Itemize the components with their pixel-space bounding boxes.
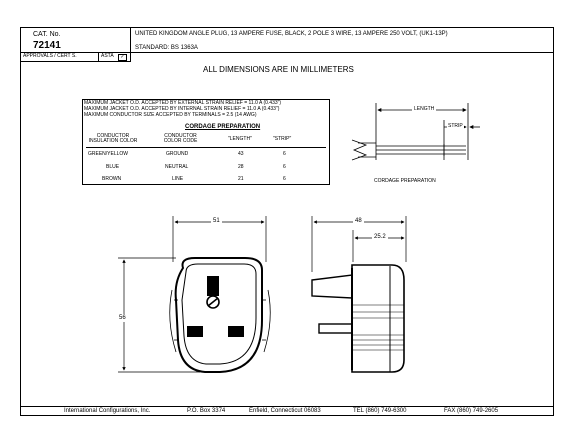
row-2-strip: 6 bbox=[283, 164, 286, 170]
standard-label: STANDARD: BS 1363A bbox=[135, 45, 198, 51]
fuse-screw-icon bbox=[207, 296, 219, 308]
dim-side-depth: 48 bbox=[355, 218, 362, 224]
asta-checkbox: ✓ bbox=[118, 54, 127, 61]
dim-front-height: 56 bbox=[119, 315, 126, 321]
col-header-strip: "STRIP" bbox=[273, 136, 292, 142]
col-header-length: "LENGTH" bbox=[228, 136, 252, 142]
cordage-diagram-caption: CORDAGE PREPARATION bbox=[374, 178, 436, 184]
row-3-length: 21 bbox=[238, 176, 244, 182]
side-dimension-lines bbox=[312, 216, 406, 272]
row-3-code: LINE bbox=[172, 176, 184, 182]
row-1-code: GROUND bbox=[166, 151, 189, 157]
note-2: MAXIMUM JACKET O.D. ACCEPTED BY INTERNAL STRAIN RELIEF = 11.0 A (0.433") bbox=[84, 106, 280, 112]
note-3: MAXIMUM CONDUCTOR SIZE ACCEPTED BY TERMINALS = 2.5 (14 AWG) bbox=[84, 112, 257, 118]
row-2-insulation: BLUE bbox=[106, 164, 120, 170]
cat-no-label: CAT. No. bbox=[33, 31, 61, 38]
approvals-label: APPROVALS / CERT S. bbox=[23, 53, 77, 59]
front-dimension-lines bbox=[118, 216, 266, 372]
footer-po-box: P.O. Box 3374 bbox=[187, 408, 226, 414]
earth-pin-socket bbox=[207, 276, 219, 296]
cordage-table-title: CORDAGE PREPARATION bbox=[185, 124, 261, 130]
row-3-strip: 6 bbox=[283, 176, 286, 182]
col-header-insulation: CONDUCTOR INSULATION COLOR bbox=[88, 133, 138, 144]
plug-front-view bbox=[170, 258, 271, 372]
cat-no-value: 72141 bbox=[33, 40, 61, 51]
col-header-code: CONDUCTOR COLOR CODE bbox=[163, 133, 198, 144]
row-2-length: 28 bbox=[238, 164, 244, 170]
dimensions-heading: ALL DIMENSIONS ARE IN MILLIMETERS bbox=[203, 65, 354, 74]
line-pin-socket bbox=[228, 326, 244, 337]
dim-front-width: 51 bbox=[213, 218, 220, 224]
row-3-insulation: BROWN bbox=[102, 176, 122, 182]
neutral-pin-socket bbox=[187, 326, 203, 337]
asta-label: ASTA bbox=[101, 53, 114, 59]
product-description: UNITED KINGDOM ANGLE PLUG, 13 AMPERE FUSE, BLACK, 2 POLE 3 WIRE, 13 AMPERE 250 VOLT, (UK1-13P) bbox=[135, 31, 448, 37]
footer-tel: TEL (860) 749-6300 bbox=[353, 408, 407, 414]
dim-pin-offset: 25.2 bbox=[374, 234, 386, 240]
footer-company: International Configurations, Inc. bbox=[64, 408, 151, 414]
plug-side-view bbox=[312, 265, 404, 372]
cordage-length-label: LENGTH bbox=[414, 106, 435, 112]
footer-city: Enfield, Connecticut 06083 bbox=[249, 408, 321, 414]
row-1-length: 43 bbox=[238, 151, 244, 157]
note-1: MAXIMUM JACKET O.D. ACCEPTED BY EXTERNAL STRAIN RELIEF = 11.0 A (0.433") bbox=[84, 100, 282, 106]
footer-rule bbox=[20, 406, 554, 407]
row-1-strip: 6 bbox=[283, 151, 286, 157]
row-2-code: NEUTRAL bbox=[165, 164, 189, 170]
row-1-insulation: GREEN/YELLOW bbox=[88, 151, 129, 157]
footer-fax: FAX (860) 749-2605 bbox=[444, 408, 499, 414]
cordage-strip-label: STRIP bbox=[448, 123, 463, 129]
